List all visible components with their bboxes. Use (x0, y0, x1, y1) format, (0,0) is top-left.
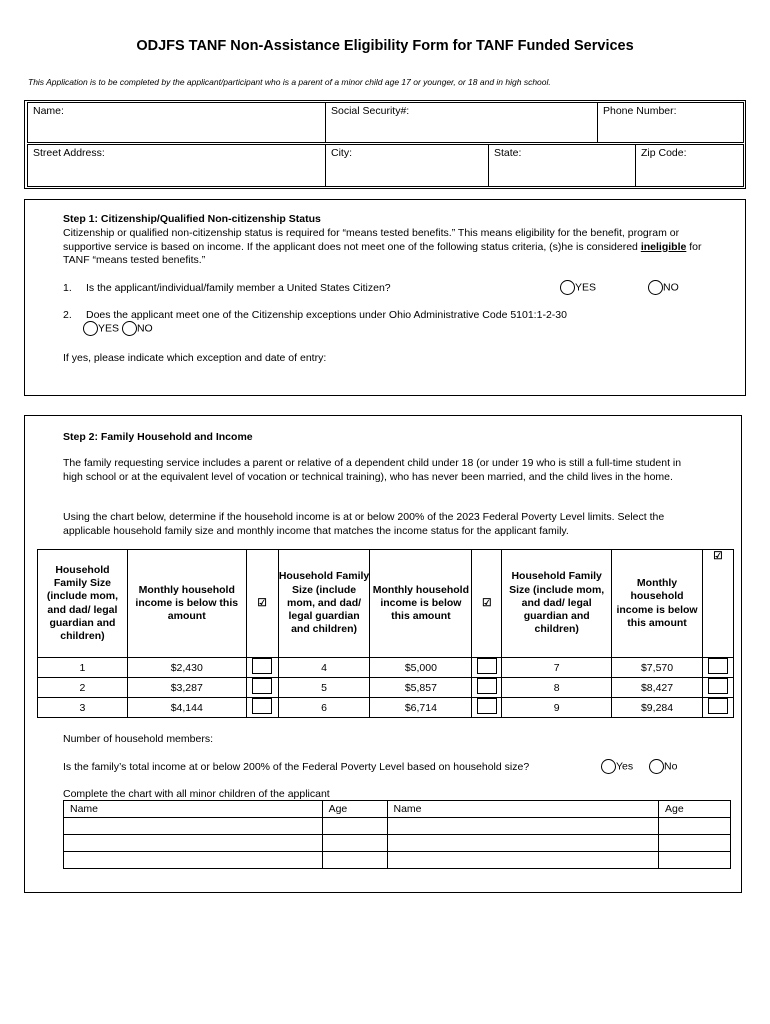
check-header-1: ☑ (246, 550, 278, 658)
q2-yes-radio[interactable] (83, 321, 98, 336)
household-size: 2 (38, 678, 128, 698)
household-size: 8 (502, 678, 612, 698)
income-limit: $5,000 (370, 658, 472, 678)
income-limit: $7,570 (612, 658, 703, 678)
children-caption: Complete the chart with all minor children of the applicant (63, 788, 330, 800)
income-limit: $8,427 (612, 678, 703, 698)
income-limit: $9,284 (612, 698, 703, 718)
table-row (38, 658, 734, 678)
income-limit: $2,430 (127, 658, 246, 678)
check-header-3: ☑ (702, 550, 733, 658)
table-row (38, 678, 734, 698)
ineligible-emphasis: ineligible (640, 240, 687, 253)
q2-options (83, 321, 153, 336)
q2-no-radio[interactable] (122, 321, 137, 336)
q1-no-option[interactable]: NO (648, 280, 679, 295)
table-row (64, 835, 731, 852)
size-checkbox[interactable] (472, 658, 502, 678)
child-name-input[interactable] (64, 852, 323, 869)
check-header-2: ☑ (472, 550, 502, 658)
child-name-input[interactable] (64, 818, 323, 835)
zip-field[interactable] (635, 144, 744, 187)
household-size: 1 (38, 658, 128, 678)
size-header-3: Household Family Size (include mom, and dad/ legal guardian and children) (502, 550, 612, 658)
household-size: 4 (278, 658, 370, 678)
income-yes-option[interactable]: Yes (601, 759, 633, 774)
city-label: City: (331, 147, 352, 159)
child-age-header: Age (659, 801, 731, 818)
income-limit: $3,287 (127, 678, 246, 698)
child-age-input[interactable] (322, 818, 387, 835)
child-age-input[interactable] (659, 835, 731, 852)
table-row (64, 818, 731, 835)
step2-paragraph-2: Using the chart below, determine if the household income is at or below 200% of the 2023 Federal Poverty Level limits. Select the applicable household family size and monthly income that matches the income status for the applicant family. (63, 511, 665, 537)
q2-yes-label: YES (98, 322, 120, 335)
q2-no-label: NO (136, 322, 153, 335)
q1-yes-radio[interactable] (560, 280, 575, 295)
size-checkbox[interactable] (702, 678, 733, 698)
child-name-header: Name (64, 801, 323, 818)
income-no-option[interactable]: No (649, 759, 677, 774)
child-age-header: Age (322, 801, 387, 818)
child-age-input[interactable] (322, 835, 387, 852)
income-table (37, 549, 734, 718)
state-field[interactable] (488, 144, 636, 187)
size-checkbox[interactable] (472, 678, 502, 698)
size-checkbox[interactable] (702, 698, 733, 718)
q2-number: 2. (63, 309, 72, 321)
size-checkbox[interactable] (472, 698, 502, 718)
form-title: ODJFS TANF Non-Assistance Eligibility Form for TANF Funded Services (136, 38, 634, 54)
q2-text: Does the applicant meet one of the Citizenship exceptions under Ohio Administrative Code 5101:1-2-30 (86, 309, 567, 321)
table-row (38, 698, 734, 718)
child-name-input[interactable] (64, 835, 323, 852)
name-field[interactable] (27, 102, 326, 143)
children-table (63, 800, 731, 869)
income-header-2: Monthly household income is below this amount (370, 550, 472, 658)
household-size: 9 (502, 698, 612, 718)
step1-paragraph: Citizenship or qualified non-citizenship status is required for “means tested benefits.” This means eligibility for the benefit, program or supportive service is based on income. If the applicant does not meet one of the following status criteria, (s)he is considered ineligible for TANF “means tested benefits.” (63, 227, 702, 266)
step2-paragraph-1: The family requesting service includes a parent or relative of a dependent child under 18 (or under 19 who is still a full-time student in high school or at the equivalent level of vocation or technical training), who has never been married, and the child lives in the home. (63, 457, 682, 483)
income-no-radio[interactable] (649, 759, 664, 774)
size-checkbox[interactable] (246, 678, 278, 698)
q1-text: Is the applicant/individual/family member a United States Citizen? (86, 282, 391, 294)
child-name-input[interactable] (387, 835, 659, 852)
table-row (64, 852, 731, 869)
street-label: Street Address: (33, 147, 105, 159)
form-intro: This Application is to be completed by the applicant/participant who is a parent of a minor child age 17 or younger, or 18 and in high school. (28, 77, 551, 87)
exception-label: If yes, please indicate which exception and date of entry: (63, 352, 327, 364)
name-label: Name: (33, 105, 64, 117)
size-header-1: Household Family Size (include mom, and dad/ legal guardian and children) (38, 550, 128, 658)
child-name-header: Name (387, 801, 659, 818)
income-limit: $6,714 (370, 698, 472, 718)
income-header-1: Monthly household income is below this amount (127, 550, 246, 658)
size-checkbox[interactable] (702, 658, 733, 678)
q1-number: 1. (63, 282, 72, 294)
child-name-input[interactable] (387, 818, 659, 835)
state-label: State: (494, 147, 522, 159)
income-question: Is the family’s total income at or below 200% of the Federal Poverty Level based on household size? (63, 761, 530, 773)
city-field[interactable] (325, 144, 489, 187)
income-limit: $4,144 (127, 698, 246, 718)
zip-label: Zip Code: (641, 147, 687, 159)
household-size: 6 (278, 698, 370, 718)
child-age-input[interactable] (659, 818, 731, 835)
size-checkbox[interactable] (246, 698, 278, 718)
child-age-input[interactable] (659, 852, 731, 869)
q1-no-radio[interactable] (648, 280, 663, 295)
household-size: 5 (278, 678, 370, 698)
household-size: 3 (38, 698, 128, 718)
child-age-input[interactable] (322, 852, 387, 869)
street-address-field[interactable] (27, 144, 326, 187)
child-name-input[interactable] (387, 852, 659, 869)
income-yes-radio[interactable] (601, 759, 616, 774)
q1-yes-option[interactable]: YES (560, 280, 596, 295)
phone-label: Phone Number: (603, 105, 677, 117)
household-members-label: Number of household members: (63, 733, 213, 745)
income-limit: $5,857 (370, 678, 472, 698)
size-header-2: Household Family Size (include mom, and dad/ legal guardian and children) (278, 550, 370, 658)
household-size: 7 (502, 658, 612, 678)
size-checkbox[interactable] (246, 658, 278, 678)
step2-heading: Step 2: Family Household and Income (63, 431, 253, 443)
income-header-3: Monthly household income is below this amount (612, 550, 703, 658)
step1-heading: Step 1: Citizenship/Qualified Non-citizenship Status (63, 213, 321, 225)
phone-field[interactable] (597, 102, 744, 143)
ssn-field[interactable] (325, 102, 598, 143)
ssn-label: Social Security#: (331, 105, 410, 117)
